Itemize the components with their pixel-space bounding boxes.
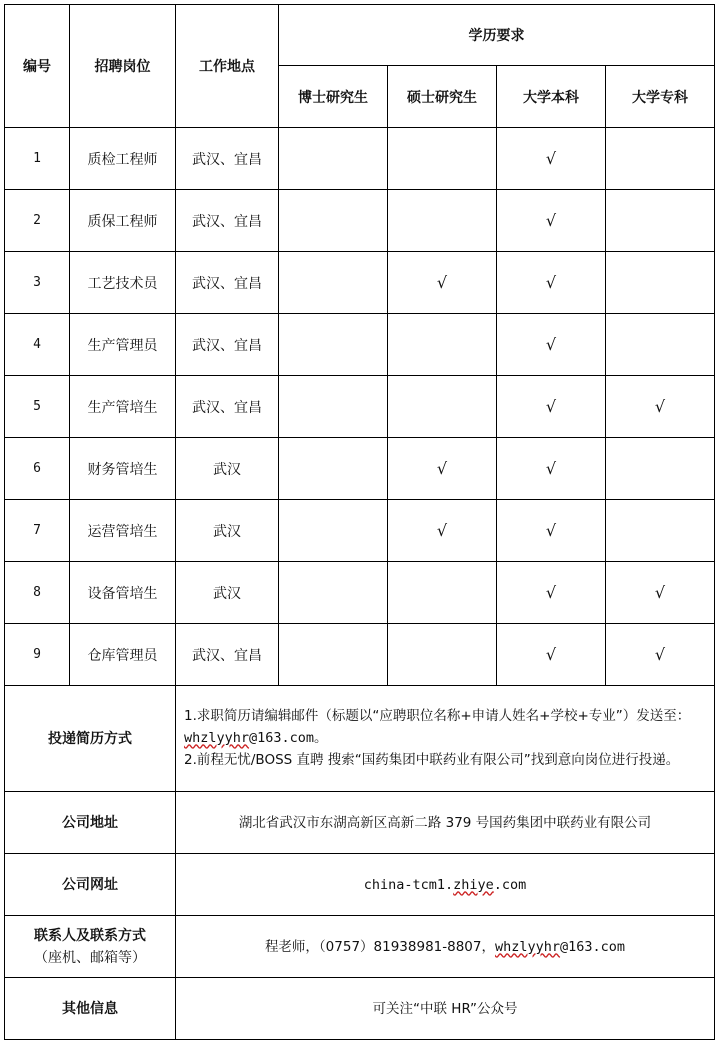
row-req-phd — [279, 624, 388, 686]
contact-label-line-2: （座机、邮箱等） — [34, 949, 146, 966]
website-label: 公司网址 — [5, 854, 176, 916]
resume-line-2: 2.前程无忧/BOSS 直聘 搜索“国药集团中联药业有限公司”找到意向岗位进行投递。 — [184, 751, 680, 768]
row-req-bachelor: √ — [497, 314, 606, 376]
contact-person-phone: 程老师，（0757）81938981-8807， — [264, 938, 495, 955]
row-req-college — [606, 314, 715, 376]
row-location: 武汉 — [176, 438, 279, 500]
table-row — [5, 252, 715, 314]
row-req-phd — [279, 376, 388, 438]
resume-email-domain: @163.com。 — [249, 729, 328, 746]
row-position: 质检工程师 — [70, 128, 176, 190]
table-row — [5, 624, 715, 686]
table-row — [5, 562, 715, 624]
row-position: 工艺技术员 — [70, 252, 176, 314]
row-number: 1 — [5, 128, 70, 190]
row-location: 武汉、宜昌 — [176, 190, 279, 252]
header-number: 编号 — [5, 5, 70, 128]
row-req-college: √ — [606, 562, 715, 624]
row-location: 武汉、宜昌 — [176, 624, 279, 686]
row-req-bachelor: √ — [497, 438, 606, 500]
row-req-phd — [279, 500, 388, 562]
website-prefix: china-tcm1. — [363, 876, 454, 893]
row-location: 武汉、宜昌 — [176, 128, 279, 190]
resume-line-1-text: 1.求职简历请编辑邮件（标题以“应聘职位名称+申请人姓名+学校+专业”）发送至： — [184, 707, 691, 724]
row-position: 生产管理员 — [70, 314, 176, 376]
resume-email-user[interactable]: whzlyyhr — [184, 729, 250, 746]
row-position: 设备管培生 — [70, 562, 176, 624]
header-edu-college: 大学专科 — [606, 66, 715, 128]
row-req-phd — [279, 562, 388, 624]
row-req-master — [388, 314, 497, 376]
row-location: 武汉、宜昌 — [176, 314, 279, 376]
row-number: 9 — [5, 624, 70, 686]
row-req-master — [388, 624, 497, 686]
row-req-phd — [279, 314, 388, 376]
row-req-phd — [279, 190, 388, 252]
row-req-college: √ — [606, 624, 715, 686]
table-row — [5, 500, 715, 562]
contact-value — [176, 916, 715, 978]
row-position: 质保工程师 — [70, 190, 176, 252]
row-req-phd — [279, 438, 388, 500]
other-label: 其他信息 — [5, 978, 176, 1040]
row-location: 武汉、宜昌 — [176, 252, 279, 314]
row-req-bachelor: √ — [497, 128, 606, 190]
address-label: 公司地址 — [5, 792, 176, 854]
contact-email-domain: @163.com — [560, 938, 626, 955]
row-req-college — [606, 190, 715, 252]
row-req-master: √ — [388, 438, 497, 500]
row-location: 武汉 — [176, 500, 279, 562]
row-req-bachelor: √ — [497, 624, 606, 686]
row-position: 仓库管理员 — [70, 624, 176, 686]
row-req-phd — [279, 128, 388, 190]
header-position: 招聘岗位 — [70, 5, 176, 128]
table-row — [5, 314, 715, 376]
row-req-phd — [279, 252, 388, 314]
row-number: 8 — [5, 562, 70, 624]
resume-instructions — [176, 686, 715, 792]
contact-label-line-1: 联系人及联系方式 — [34, 927, 146, 944]
row-req-college: √ — [606, 376, 715, 438]
row-number: 5 — [5, 376, 70, 438]
row-location: 武汉 — [176, 562, 279, 624]
row-req-bachelor: √ — [497, 190, 606, 252]
recruitment-table — [4, 4, 715, 1040]
row-location: 武汉、宜昌 — [176, 376, 279, 438]
row-position: 运营管培生 — [70, 500, 176, 562]
row-req-master — [388, 562, 497, 624]
row-req-bachelor: √ — [497, 376, 606, 438]
row-number: 3 — [5, 252, 70, 314]
row-number: 6 — [5, 438, 70, 500]
row-req-bachelor: √ — [497, 252, 606, 314]
row-req-college — [606, 500, 715, 562]
header-edu-phd: 博士研究生 — [279, 66, 388, 128]
header-edu-master: 硕士研究生 — [388, 66, 497, 128]
header-location: 工作地点 — [176, 5, 279, 128]
job-rows — [5, 128, 715, 686]
row-req-bachelor: √ — [497, 562, 606, 624]
row-req-master — [388, 128, 497, 190]
website-value[interactable] — [176, 854, 715, 916]
row-req-college — [606, 252, 715, 314]
table-row — [5, 190, 715, 252]
row-req-college — [606, 128, 715, 190]
other-value: 可关注“中联 HR”公众号 — [176, 978, 715, 1040]
row-req-master: √ — [388, 500, 497, 562]
row-position: 生产管培生 — [70, 376, 176, 438]
row-req-master: √ — [388, 252, 497, 314]
row-req-bachelor: √ — [497, 500, 606, 562]
row-req-master — [388, 376, 497, 438]
header-education: 学历要求 — [279, 5, 715, 66]
address-value: 湖北省武汉市东湖高新区高新二路 379 号国药集团中联药业有限公司 — [176, 792, 715, 854]
table-row — [5, 376, 715, 438]
resume-label: 投递简历方式 — [5, 686, 176, 792]
row-number: 7 — [5, 500, 70, 562]
contact-email-user[interactable]: whzlyyhr — [495, 938, 561, 955]
table-row — [5, 128, 715, 190]
website-suffix: .com — [493, 876, 527, 893]
table-row — [5, 438, 715, 500]
website-domain: zhiye — [453, 876, 494, 893]
row-number: 2 — [5, 190, 70, 252]
row-position: 财务管培生 — [70, 438, 176, 500]
contact-label — [5, 916, 176, 978]
resume-line-1 — [184, 705, 706, 749]
row-number: 4 — [5, 314, 70, 376]
header-edu-bachelor: 大学本科 — [497, 66, 606, 128]
row-req-college — [606, 438, 715, 500]
row-req-master — [388, 190, 497, 252]
